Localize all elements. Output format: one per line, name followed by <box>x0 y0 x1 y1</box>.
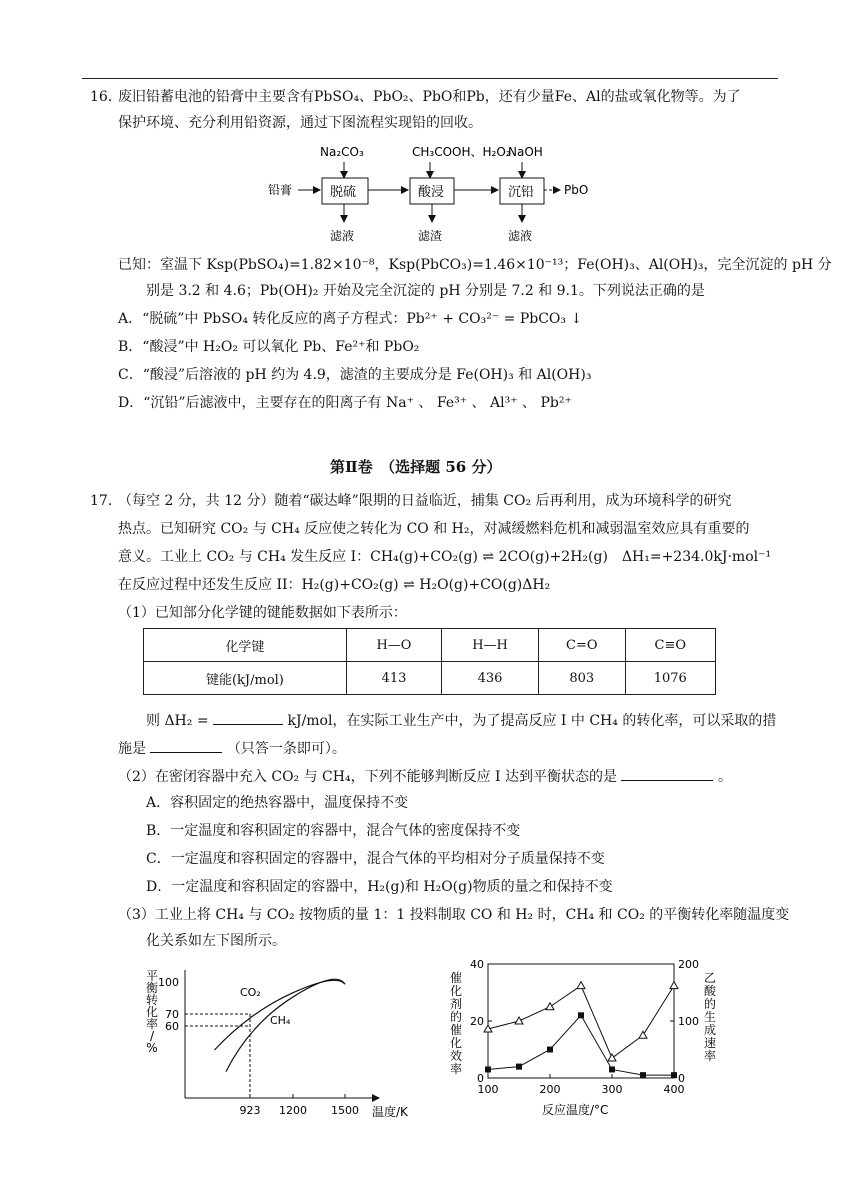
x-tick-label: 300 <box>601 1083 623 1096</box>
q17-part2-option-c: C．一定温度和容积固定的容器中，混合气体的平均相对分子质量保持不变 <box>146 851 605 867</box>
q16-option-d: D．“沉铅”后滤液中，主要存在的阳离子有 Na⁺ 、 Fe³⁺ 、 Al³⁺ 、 Pb²⁺ <box>118 395 572 411</box>
q17-line2: 热点。已知研究 CO₂ 与 CH₄ 反应使之转化为 CO 和 H₂，对减缓燃料危机和减弱温室效应具有重要的 <box>118 521 750 537</box>
answer-blank-measure[interactable] <box>150 738 222 753</box>
y-axis-label-char: 衡 <box>145 981 159 995</box>
y-left-tick-label: 20 <box>470 1015 484 1028</box>
q17-part1-text-d: （只答一条即可）。 <box>226 741 346 757</box>
y-tick-label: 60 <box>165 1020 179 1033</box>
table-cell: 803 <box>539 662 625 695</box>
y-axis-label-char: 平 <box>145 969 159 983</box>
y-right-tick-label: 100 <box>678 1015 699 1028</box>
q17-line4: 在反应过程中还发生反应 II：H₂(g)+CO₂(g) ⇌ H₂O(g)+CO(g)ΔH₂ <box>118 577 551 593</box>
table-header-cell: H—H <box>442 629 539 662</box>
q17-part3-line1: （3）工业上将 CH₄ 与 CO₂ 按物质的量 1：1 投料制取 CO 和 H₂ 时，CH₄ 和 CO₂ 的平衡转化率随温度变 <box>118 907 790 923</box>
conversion-chart <box>140 960 410 1130</box>
table-header-cell: C=O <box>539 629 625 662</box>
q17-part1-text-b: kJ/mol，在实际工业生产中，为了提高反应 I 中 CH₄ 的转化率，可以采取的措 <box>287 713 777 729</box>
data-point-triangle <box>670 982 678 989</box>
data-point-triangle <box>546 1003 554 1010</box>
table-cell: 436 <box>442 662 539 695</box>
q17-part2-option-a: A．容积固定的绝热容器中，温度保持不变 <box>146 795 409 811</box>
q17-part2-option-d: D．一定温度和容积固定的容器中，H₂(g)和 H₂O(g)物质的量之和保持不变 <box>146 879 613 895</box>
y-axis-label-char: % <box>146 1041 158 1055</box>
y-axis-label-char: 转 <box>145 993 159 1007</box>
q16-option-a: A．“脱硫”中 PbSO₄ 转化反应的离子方程式：Pb²⁺ + CO₃²⁻ = PbCO₃ ↓ <box>118 311 583 327</box>
y-axis-right-label-char: 酸 <box>703 984 717 998</box>
data-point-triangle <box>515 1017 523 1024</box>
data-point-triangle <box>639 1031 647 1038</box>
q17-part3-line2: 化关系如左下图所示。 <box>146 933 286 949</box>
flow-out-3: 滤液 <box>508 229 533 243</box>
data-point-square <box>609 1066 615 1072</box>
series-label: CH₄ <box>270 1014 291 1027</box>
data-point-triangle <box>577 982 585 989</box>
flow-start: 铅膏 <box>268 183 293 197</box>
y-axis-right-label-char: 率 <box>703 1049 717 1063</box>
answer-blank-dh2[interactable] <box>213 710 283 725</box>
data-point-square <box>516 1064 522 1070</box>
table-row <box>144 662 716 695</box>
y-axis-right-label <box>704 971 717 1063</box>
y-axis-right-label-char: 成 <box>703 1023 717 1037</box>
data-point-square <box>640 1072 646 1078</box>
series-label: CO₂ <box>240 986 261 999</box>
guide-lines <box>185 1014 250 1098</box>
top-rule <box>82 78 778 79</box>
y-axis-left-label-char: 催 <box>449 971 463 985</box>
y-left-tick-label: 40 <box>470 960 484 971</box>
q17-part2-text: （2）在密闭容器中充入 CO₂ 与 CH₄，下列不能够判断反应 I 达到平衡状态的是 <box>118 769 618 785</box>
q17-part1-text-c: 施是 <box>118 741 146 757</box>
y-axis-right-label-char: 乙 <box>703 971 717 985</box>
q17-part2-line <box>118 766 732 786</box>
q17-line1: （每空 2 分，共 12 分）随着“碳达峰”限期的日益临近，捕集 CO₂ 后再利用，成为环境科学的研究 <box>118 493 732 509</box>
flow-product: PbO <box>564 183 589 197</box>
table-cell: 键能(kJ/mol) <box>144 662 347 695</box>
q17-line3: 意义。工业上 CO₂ 与 CH₄ 发生反应 I：CH₄(g)+CO₂(g) ⇌ 2CO(g)+2H₂(g) ΔH₁=+234.0kJ·mol⁻¹ <box>118 549 772 565</box>
x-tick-label: 400 <box>663 1083 685 1096</box>
y-axis-left-label-char: 的 <box>449 1010 463 1024</box>
q17-part1: （1）已知部分化学键的键能数据如下表所示： <box>118 605 407 621</box>
y-axis-label-char: 化 <box>145 1005 159 1019</box>
y-axis-left-label-char: 化 <box>449 1036 463 1050</box>
y-axis-label <box>146 969 158 1055</box>
q17-number: 17． <box>90 493 122 509</box>
flow-step-2: 酸浸 <box>418 185 445 200</box>
flow-reagent-3: NaOH <box>508 145 543 159</box>
q16-option-b: B．“酸浸”中 H₂O₂ 可以氧化 Pb、Fe²⁺和 PbO₂ <box>118 339 420 355</box>
table-cell: 413 <box>346 662 441 695</box>
catalyst-chart <box>440 960 720 1130</box>
data-point-square <box>671 1072 677 1078</box>
series-group <box>214 979 345 1071</box>
q16-line2: 保护环境、充分利用铅资源，通过下图流程实现铅的回收。 <box>118 115 482 131</box>
y-axis-left-label-char: 催 <box>449 1023 463 1037</box>
y-axis-label-char: 率 <box>145 1017 159 1031</box>
table-header-cell: C≡O <box>625 629 716 662</box>
q17-part1-answer-line2 <box>118 738 346 758</box>
q16-line1: 废旧铅蓄电池的铅膏中主要含有PbSO₄、PbO₂、PbO和Pb，还有少量Fe、Al的盐或氧化物等。为了 <box>118 89 741 105</box>
q17-part1-answer-line <box>146 710 776 730</box>
y-tick-label: 70 <box>165 1008 179 1021</box>
x-axis-label: 温度/K <box>372 1105 408 1119</box>
y-right-tick-label: 0 <box>678 1072 685 1085</box>
flow-out-2: 滤渣 <box>418 229 443 243</box>
y-axis-right-label-char: 速 <box>703 1036 717 1050</box>
q16-number: 16． <box>90 89 122 105</box>
q16-known-line1: 已知：室温下 Ksp(PbSO₄)=1.82×10⁻⁸，Ksp(PbCO₃)=1.46×10⁻¹³；Fe(OH)₃、Al(OH)₃，完全沉淀的 pH 分 <box>118 257 832 273</box>
flow-out-1: 滤液 <box>330 229 355 243</box>
section-title: 第Ⅱ卷 （选择题 56 分） <box>330 458 502 476</box>
y-axis-label-char: / <box>149 1029 155 1043</box>
y-axis-right-label-char: 的 <box>703 997 717 1011</box>
data-point-square <box>547 1047 553 1053</box>
flow-reagent-1: Na₂CO₃ <box>320 145 364 159</box>
y-axis-left-label-char: 率 <box>449 1062 463 1076</box>
q16-known-line2: 别是 3.2 和 4.6；Pb(OH)₂ 开始及完全沉淀的 pH 分别是 7.2 和 9.1。下列说法正确的是 <box>146 283 705 299</box>
table-header-cell: 化学键 <box>144 629 347 662</box>
x-tick-label: 200 <box>539 1083 561 1096</box>
answer-blank-equilibrium[interactable] <box>621 766 713 781</box>
flow-step-1: 脱硫 <box>330 185 357 200</box>
y-axis-left-label <box>450 970 462 1076</box>
flow-step-3: 沉铅 <box>508 185 535 200</box>
table-header-cell: H—O <box>346 629 441 662</box>
q16-option-c: C．“酸浸”后溶液的 pH 约为 4.9，滤渣的主要成分是 Fe(OH)₃ 和 Al(OH)₃ <box>118 367 592 383</box>
bond-energy-table <box>143 628 716 695</box>
y-axis-right-label-char: 生 <box>703 1010 717 1024</box>
y-axis-left-label-char: 化 <box>449 984 463 998</box>
process-flow-diagram <box>260 140 600 248</box>
y-axis-left-label-char: 效 <box>449 1049 463 1063</box>
flow-reagent-2: CH₃COOH、H₂O₂ <box>412 145 511 159</box>
data-point-triangle <box>608 1054 616 1061</box>
x-tick-label: 1200 <box>279 1104 307 1117</box>
q17-part2-option-b: B．一定温度和容积固定的容器中，混合气体的密度保持不变 <box>146 823 521 839</box>
x-axis-label: 反应温度/°C <box>542 1103 609 1117</box>
y-left-tick-label: 0 <box>477 1072 484 1085</box>
y-tick-label: 100 <box>158 976 179 989</box>
x-axis-arrow <box>372 1094 380 1102</box>
data-point-square <box>485 1066 491 1072</box>
series-group <box>484 982 678 1078</box>
data-point-square <box>578 1012 584 1018</box>
q17-part2-end: 。 <box>717 769 732 785</box>
q17-part1-text-a: 则 ΔH₂ = <box>146 713 209 729</box>
table-cell: 1076 <box>625 662 716 695</box>
table-header-row <box>144 629 716 662</box>
y-axis-left-label-char: 剂 <box>449 997 463 1011</box>
y-right-tick-label: 200 <box>678 960 699 971</box>
x-tick-label: 1500 <box>331 1104 359 1117</box>
x-tick-label: 100 <box>477 1083 499 1096</box>
x-tick-label: 923 <box>239 1104 261 1117</box>
